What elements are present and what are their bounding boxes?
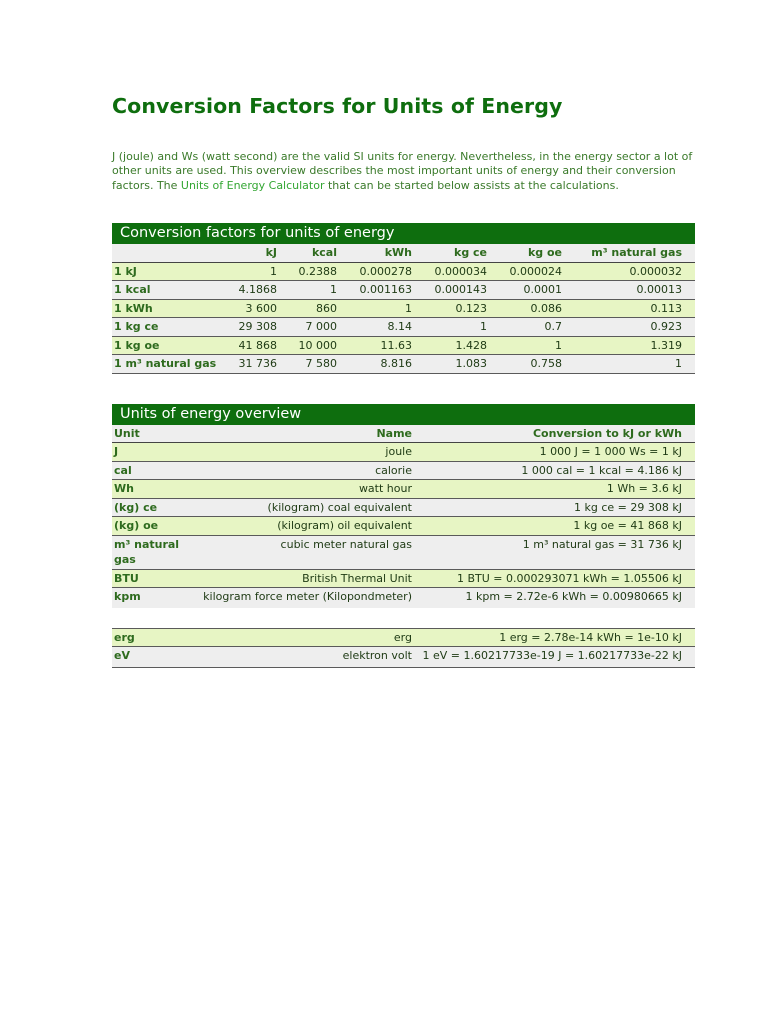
row-label: 1 kcal <box>112 281 234 300</box>
table-cell: 1 <box>279 281 339 300</box>
table-cell: 0.7 <box>489 318 564 337</box>
row-label: m³ natural gas <box>112 535 192 569</box>
table-cell: 860 <box>279 299 339 318</box>
table-spacer-row <box>112 608 695 629</box>
table-row <box>112 628 695 647</box>
table-row <box>112 588 695 608</box>
table-cell: 11.63 <box>339 336 414 355</box>
table-cell: 1 <box>564 355 695 374</box>
table-cell: (kilogram) coal equivalent <box>192 498 414 517</box>
row-label: eV <box>112 647 192 668</box>
table-cell: 10 000 <box>279 336 339 355</box>
table-cell: calorie <box>192 461 414 480</box>
table-cell: 1 BTU = 0.000293071 kWh = 1.05506 kJ <box>414 569 695 588</box>
row-label: cal <box>112 461 192 480</box>
row-label: kpm <box>112 588 192 608</box>
table-row <box>112 299 695 318</box>
table-cell: 1.083 <box>414 355 489 374</box>
table-cell: elektron volt <box>192 647 414 668</box>
table-row <box>112 318 695 337</box>
table-cell: 1 <box>489 336 564 355</box>
table-cell: kilogram force meter (Kilopondmeter) <box>192 588 414 608</box>
intro-text-after: that can be started below assists at the calculations. <box>324 178 619 192</box>
conversion-factors-table <box>112 223 695 374</box>
table-row <box>112 281 695 300</box>
page-content <box>112 92 695 668</box>
table-cell: 3 600 <box>234 299 279 318</box>
row-label: (kg) ce <box>112 498 192 517</box>
table-row <box>112 517 695 536</box>
table-cell: 1 Wh = 3.6 kJ <box>414 480 695 499</box>
units-calculator-link[interactable]: Units of Energy Calculator <box>180 178 325 192</box>
table-cell: 0.086 <box>489 299 564 318</box>
column-header-kg-oe: kg oe <box>489 244 564 262</box>
row-label: 1 m³ natural gas <box>112 355 234 374</box>
table-row <box>112 336 695 355</box>
table-cell: 29 308 <box>234 318 279 337</box>
table-cell: 1 kg oe = 41 868 kJ <box>414 517 695 536</box>
column-header-name: Name <box>192 425 414 443</box>
row-label: 1 kg ce <box>112 318 234 337</box>
table-cell: 31 736 <box>234 355 279 374</box>
table-cell: 7 580 <box>279 355 339 374</box>
table-row <box>112 480 695 499</box>
row-label: erg <box>112 628 192 647</box>
page-title: Conversion Factors for Units of Energy <box>112 94 563 118</box>
table-cell: 0.000024 <box>489 262 564 281</box>
table-cell: 0.000278 <box>339 262 414 281</box>
table-cell: 0.00013 <box>564 281 695 300</box>
column-header-natural-gas: m³ natural gas <box>564 244 695 262</box>
table-spacer-cell <box>112 608 695 629</box>
table-cell: 1 <box>339 299 414 318</box>
conversion-factors-caption: Conversion factors for units of energy <box>112 223 695 244</box>
table-cell: 1 000 J = 1 000 Ws = 1 kJ <box>414 443 695 462</box>
table-cell: 0.2388 <box>279 262 339 281</box>
table-row <box>112 262 695 281</box>
table-cell: 4.1868 <box>234 281 279 300</box>
column-header-kcal: kcal <box>279 244 339 262</box>
units-overview-caption: Units of energy overview <box>112 404 695 425</box>
table-cell: 0.758 <box>489 355 564 374</box>
column-header-kwh: kWh <box>339 244 414 262</box>
table-cell: 0.001163 <box>339 281 414 300</box>
row-label: 1 kg oe <box>112 336 234 355</box>
table-cell: 1.428 <box>414 336 489 355</box>
table-row <box>112 569 695 588</box>
table-cell: 0.123 <box>414 299 489 318</box>
table-cell: 0.000143 <box>414 281 489 300</box>
table-cell: erg <box>192 628 414 647</box>
table-cell: cubic meter natural gas <box>192 535 414 569</box>
table-cell: 1 erg = 2.78e-14 kWh = 1e-10 kJ <box>414 628 695 647</box>
intro-text-before: J (joule) and Ws (watt second) are the valid SI units for energy. Nevertheless, in the energy sector a lot of other units are used. This overview describes the most important units of energy and their conversion factors. The <box>112 150 693 192</box>
table-row <box>112 535 695 569</box>
table-cell: 1 <box>234 262 279 281</box>
table-cell: 8.14 <box>339 318 414 337</box>
row-label: BTU <box>112 569 192 588</box>
table-cell: 0.0001 <box>489 281 564 300</box>
column-header-kg-ce: kg ce <box>414 244 489 262</box>
table-cell: 1 <box>414 318 489 337</box>
table-cell: 1 000 cal = 1 kcal = 4.186 kJ <box>414 461 695 480</box>
row-label: J <box>112 443 192 462</box>
table-row <box>112 647 695 668</box>
table-row <box>112 355 695 374</box>
row-label: Wh <box>112 480 192 499</box>
table-cell: British Thermal Unit <box>192 569 414 588</box>
table-cell: 0.113 <box>564 299 695 318</box>
intro-paragraph <box>112 150 695 193</box>
table-row <box>112 461 695 480</box>
column-header-conversion: Conversion to kJ or kWh <box>414 425 695 443</box>
units-overview-table <box>112 404 695 668</box>
column-header <box>112 244 234 262</box>
table-cell: 7 000 <box>279 318 339 337</box>
table-cell: 1 m³ natural gas = 31 736 kJ <box>414 535 695 569</box>
table-cell: 0.000032 <box>564 262 695 281</box>
table-cell: joule <box>192 443 414 462</box>
row-label: 1 kWh <box>112 299 234 318</box>
row-label: 1 kJ <box>112 262 234 281</box>
table-cell: 1 kpm = 2.72e-6 kWh = 0.00980665 kJ <box>414 588 695 608</box>
row-label: (kg) oe <box>112 517 192 536</box>
table-cell: watt hour <box>192 480 414 499</box>
table-cell: 0.000034 <box>414 262 489 281</box>
table-cell: 1 eV = 1.60217733e-19 J = 1.60217733e-22 kJ <box>414 647 695 668</box>
column-header-unit: Unit <box>112 425 192 443</box>
table-cell: 41 868 <box>234 336 279 355</box>
table-cell: 1 kg ce = 29 308 kJ <box>414 498 695 517</box>
table-cell: 0.923 <box>564 318 695 337</box>
column-header-kj: kJ <box>234 244 279 262</box>
table-cell: 1.319 <box>564 336 695 355</box>
table-cell: 8.816 <box>339 355 414 374</box>
table-cell: (kilogram) oil equivalent <box>192 517 414 536</box>
table-row <box>112 498 695 517</box>
table-row <box>112 443 695 462</box>
